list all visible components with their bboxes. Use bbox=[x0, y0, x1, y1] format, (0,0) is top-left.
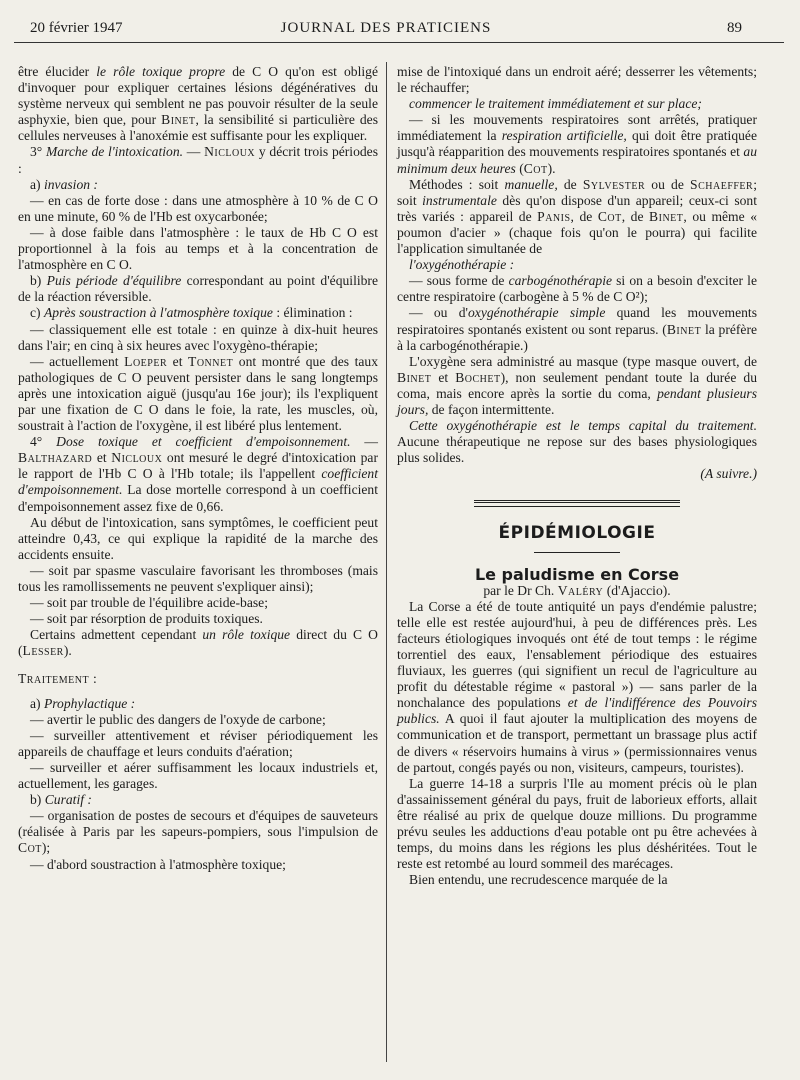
paragraph: Cette oxygénothérapie est le temps capital du traitement. Aucune thérapeutique ne repose sur des bases physiologiques plus solides. bbox=[397, 418, 757, 466]
paragraph: Bien entendu, une recrudescence marquée de la bbox=[409, 872, 668, 888]
header-rule bbox=[14, 42, 784, 43]
paragraph: 4° Dose toxique et coefficient d'empoisonnement. — Balthazard et Nicloux ont mesuré le degré d'intoxication par le rapport de l'Hb C O à l'Hb totale; ils l'appellent coefficient d'empoisonnement. La dose mortelle correspond à un coefficient d'empoisonnement assez fixe de 0,66. bbox=[18, 434, 378, 514]
paragraph: — si les mouvements respiratoires sont arrêtés, pratiquer immédiatement la respiration artificielle, qui doit être pratiquée jusqu'à réapparition des mouvements respiratoires spontanés et au minimum deux heures (Cot). bbox=[397, 112, 757, 176]
paragraph: — surveiller attentivement et réviser périodiquement les appareils de chauffage et leurs conduits d'aération; bbox=[18, 727, 378, 759]
issue-date: 20 février 1947 bbox=[30, 20, 123, 36]
paragraph: être élucider le rôle toxique propre de C O qu'on est obligé d'invoquer pour expliquer certaines lésions dégénératives du système nerveux qui semblent ne pas pouvoir résulter de la seule asphyxie, bien que, pour Binet, la sensibilité si particulière des cellules nerveuses à l'anoxémie est suffisante pour les expliquer. bbox=[18, 64, 378, 144]
paragraph: Certains admettent cependant un rôle toxique direct du C O (Lesser). bbox=[18, 627, 378, 659]
subheading-traitement: Traitement : bbox=[18, 671, 98, 687]
column-divider bbox=[386, 62, 387, 1062]
paragraph: 3° Marche de l'intoxication. — Nicloux y décrit trois périodes : bbox=[18, 144, 378, 176]
paragraph: l'oxygénothérapie : bbox=[409, 257, 515, 273]
to-be-continued: (A suivre.) bbox=[700, 466, 757, 482]
byline: par le Dr Ch. Valéry (d'Ajaccio). bbox=[483, 582, 671, 598]
journal-title: JOURNAL DES PRATICIENS bbox=[280, 20, 492, 36]
paragraph: — organisation de postes de secours et d'équipes de sauveteurs (réalisée à Paris par les sapeurs-pompiers, sous l'impulsion de Cot); bbox=[18, 808, 378, 856]
paragraph: — à dose faible dans l'atmosphère : le taux de Hb C O est proportionnel à la fois au temps et à la concentration de l'atmosphère en C O. bbox=[18, 224, 378, 273]
right-column bbox=[397, 64, 757, 888]
paragraph: — en cas de forte dose : dans une atmosphère à 10 % de C O en une minute, 60 % de l'Hb est oxycarbonée; bbox=[18, 192, 378, 224]
paragraph: — sous forme de carbogénothérapie si on a besoin d'exciter le centre respiratoire (carbogène à 5 % de C O²); bbox=[397, 273, 757, 305]
paragraph: — soit par résorption de produits toxiques. bbox=[30, 611, 263, 627]
left-column bbox=[18, 64, 378, 873]
section-rule bbox=[474, 500, 680, 507]
paragraph: mise de l'intoxiqué dans un endroit aéré; desserrer les vêtements; le réchauffer; bbox=[397, 64, 757, 96]
paragraph: La guerre 14-18 a surpris l'Ile au moment précis où le plan d'assainissement général du pays, fruit de laborieux efforts, allait être réalisé au prix de quelque douze millions. Du programme prévu seules les adductions d'eau potable ont pu être achevées à temps, du moins dans les régions les plus déshéritées. Tout le reste est retombé au lourd sommeil des marécages. bbox=[397, 775, 757, 872]
paragraph: — d'abord soustraction à l'atmosphère toxique; bbox=[30, 856, 286, 872]
paragraph: La Corse a été de toute antiquité un pays d'endémie palustre; telle elle est restée aujourd'hui, à peu de différences près. Les facteurs étiologiques invoqués ont été de tout temps : le régime torrentiel des eaux, l'ensablement périodique des estuaires fluviaux, les guerres (qui signifient un recul de l'agriculture au profit du détestable régime « pastoral ») — sans parler de la nonchalance des populations et de l'indifférence des Pouvoirs publics. A quoi il faut ajouter la multiplication des moyens de communication et de transport, permettant un brassage plus actif de divers « réservoirs humains à virus » (permissionnaires venus de partout, congés payés ou non, visiteurs, campeurs, touristes). bbox=[397, 598, 757, 775]
paragraph: — soit par trouble de l'équilibre acide-base; bbox=[30, 595, 268, 611]
paragraph: a) invasion : bbox=[30, 176, 98, 192]
paragraph: — actuellement Loeper et Tonnet ont montré que des taux pathologiques de C O peuvent persister dans le sang longtemps après une intoxication aiguë (jusqu'au 16e jour); ils l'expliquent par une fixation de C O dans le foie, la rate, les muscles, où, soustrait à l'action de l'oxygène, il est libéré plus lentement. bbox=[18, 353, 378, 434]
section-subrule bbox=[534, 552, 620, 553]
section-heading: ÉPIDÉMIOLOGIE bbox=[498, 523, 656, 544]
paragraph: — ou d'oxygénothérapie simple quand les mouvements respiratoires spontanés existent ou sont reparus. (Binet la préfère à la carbogénothérapie.) bbox=[397, 305, 757, 353]
paragraph: b) Puis période d'équilibre correspondant au point d'équilibre de la réaction réversible. bbox=[18, 273, 378, 305]
paragraph: L'oxygène sera administré au masque (type masque ouvert, de Binet et Bochet), non seulement pendant toute la durée du coma, mais encore après la sortie du coma, pendant plusieurs jours, de façon intermittente. bbox=[397, 353, 757, 417]
paragraph: — classiquement elle est totale : en quinze à dix-huit heures dans l'air; en cinq à six heures avec l'oxygèno-thérapie; bbox=[18, 321, 378, 353]
paragraph: — soit par spasme vasculaire favorisant les thromboses (mais tous les ramollissements ne peuvent s'expliquer ainsi); bbox=[18, 562, 378, 594]
paragraph: — avertir le public des dangers de l'oxyde de carbone; bbox=[30, 711, 326, 727]
paragraph: a) Prophylactique : bbox=[30, 695, 136, 711]
paragraph: Au début de l'intoxication, sans symptômes, le coefficient peut atteindre 0,43, ce qui explique la rapidité de la marche des accidents ensuite. bbox=[18, 514, 378, 562]
paragraph: — surveiller et aérer suffisamment les locaux industriels et, actuellement, les garages. bbox=[18, 759, 378, 792]
paragraph: b) Curatif : bbox=[30, 792, 92, 808]
paragraph: c) Après soustraction à l'atmosphère toxique : élimination : bbox=[30, 305, 353, 321]
page-number: 89 bbox=[727, 20, 742, 36]
paragraph: commencer le traitement immédiatement et sur place; bbox=[409, 96, 702, 112]
page-header bbox=[30, 16, 742, 40]
article-title: Le paludisme en Corse bbox=[474, 564, 680, 584]
paragraph: Méthodes : soit manuelle, de Sylvester ou de Schaeffer; soit instrumentale dès qu'on dispose d'un appareil; ceux-ci sont très variés : appareil de Panis, de Cot, de Binet, ou même « poumon d'acier » (chaque fois qu'on le pourra) qui facilite l'application simultanée de bbox=[397, 176, 757, 257]
